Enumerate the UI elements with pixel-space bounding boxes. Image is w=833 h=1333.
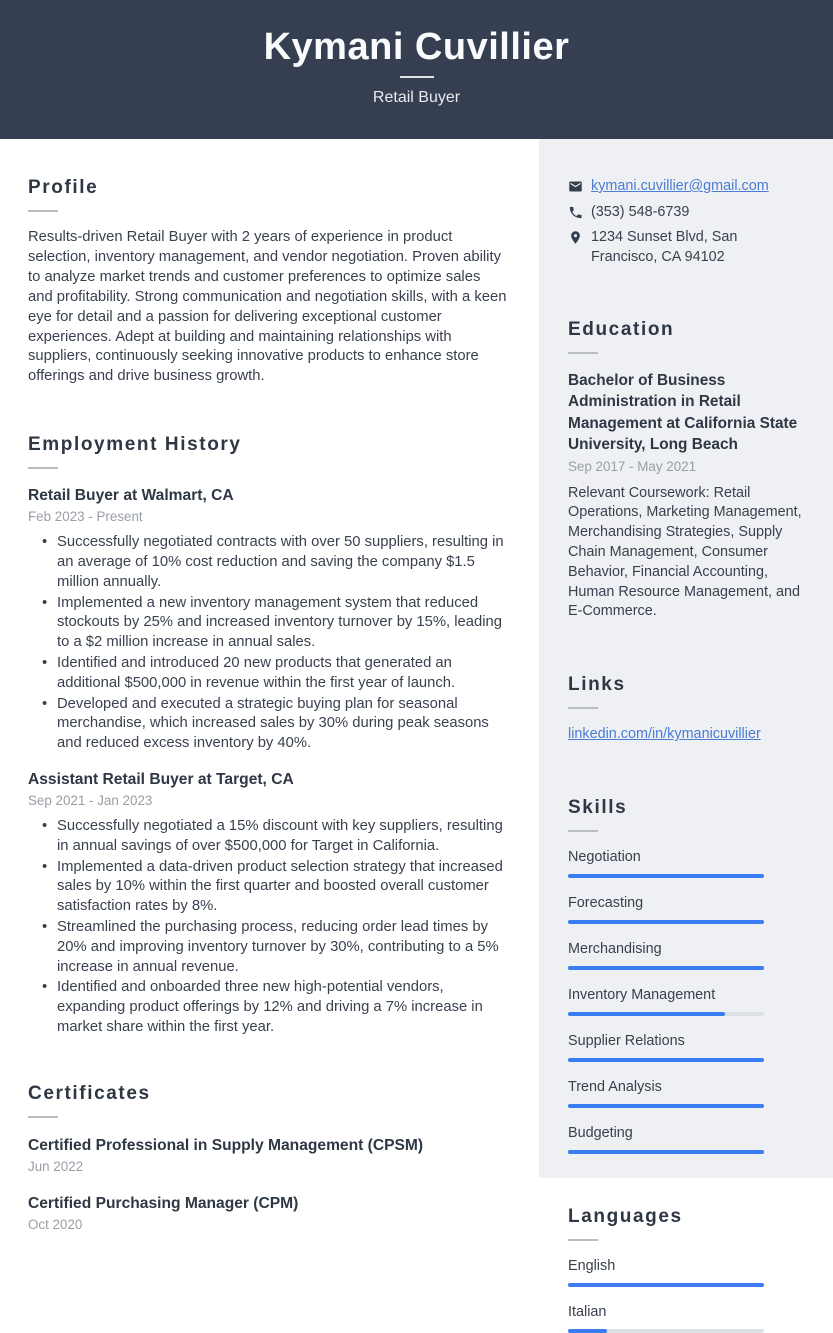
skill-bar-track [568, 1058, 764, 1062]
skill-item [568, 1032, 807, 1062]
skill-item [568, 1124, 807, 1154]
certificate-entry [28, 1135, 509, 1176]
language-label: Italian [568, 1303, 607, 1320]
skill-bar-fill [568, 920, 764, 924]
skill-bar-track [568, 1012, 764, 1016]
education-degree: Bachelor of Business Administration in Retail Management at California State University, Long Beach [568, 372, 798, 454]
skill-label: Supplier Relations [568, 1032, 685, 1049]
job-entry [28, 769, 509, 1038]
skill-item [568, 940, 807, 970]
language-label: English [568, 1257, 616, 1274]
skill-label: Negotiation [568, 848, 641, 865]
contact-phone-row [568, 203, 807, 223]
employment-heading: Employment History [28, 434, 242, 456]
heading-rule [28, 210, 58, 212]
main-column [0, 139, 539, 1232]
skill-label: Forecasting [568, 894, 644, 911]
location-pin-icon [568, 230, 583, 245]
body-columns [0, 139, 833, 1320]
name-divider [400, 76, 434, 78]
bullet-item: • Successfully negotiated a 15% discount with key suppliers, resulting in annual savings of over $500,000 for Target in California. [28, 817, 509, 857]
language-bar-track [568, 1329, 764, 1333]
heading-rule [28, 467, 58, 469]
header [0, 0, 833, 139]
language-item [568, 1303, 807, 1333]
linkedin-link[interactable]: linkedin.com/in/kymanicuvillier [568, 726, 761, 743]
address-text: 1234 Sunset Blvd, San Francisco, CA 94102 [591, 229, 738, 265]
education-dates: Sep 2017 - May 2021 [568, 458, 697, 474]
profile-text: Results-driven Retail Buyer with 2 years of experience in product selection, inventory management, and vendor negotiation. Proven ability to analyze market trends and customer preferences to optimize sales and profitability. Strong communication and negotiation skills, with a keen eye for detail and a passion for delivering exceptional customer experiences. Adept at building and maintaining relationships with suppliers, continuously seeking innovative products to enhance store offerings and drive business growth. [28, 229, 507, 385]
profile-heading: Profile [28, 177, 99, 198]
certificate-date: Jun 2022 [28, 1158, 84, 1174]
candidate-name: Kymani Cuvillier [263, 26, 570, 68]
language-bar-fill [568, 1283, 764, 1287]
skills-heading: Skills [568, 796, 628, 818]
skill-item [568, 986, 807, 1016]
language-bar-fill [568, 1329, 607, 1333]
skill-label: Merchandising [568, 940, 662, 957]
skill-label: Budgeting [568, 1124, 633, 1141]
languages-heading: Languages [568, 1205, 683, 1227]
bullet-item: • Identified and onboarded three new high-potential vendors, expanding product offerings by 12% and driving a 7% increase in market share within the first year. [28, 978, 509, 1037]
bullet-item: • Developed and executed a strategic buying plan for seasonal merchandise, which increased sales by 30% during peak seasons and reduced excess inventory by 40%. [28, 695, 509, 754]
candidate-title: Retail Buyer [372, 89, 461, 106]
bullet-item: • Implemented a data-driven product selection strategy that increased sales by 10% within the first quarter and boosted overall customer satisfaction rates by 8%. [28, 858, 509, 917]
bullet-item: • Identified and introduced 20 new products that generated an additional $500,000 in revenue within the first year of launch. [28, 654, 509, 694]
skill-label: Inventory Management [568, 986, 716, 1003]
heading-rule [568, 352, 598, 354]
contact-email-row [568, 177, 807, 197]
skill-item [568, 848, 807, 878]
job-title: Retail Buyer at Walmart, CA [28, 487, 234, 505]
bullet-item: • Streamlined the purchasing process, reducing order lead times by 20% and improving inventory turnover by 30%, contributing to a 5% increase in annual revenue. [28, 918, 509, 977]
sidebar [539, 139, 833, 1320]
skill-bar-fill [568, 1150, 764, 1154]
skill-bar-fill [568, 1012, 725, 1016]
job-bullets [28, 817, 509, 1038]
skill-bar-track [568, 874, 764, 878]
skill-bar-track [568, 920, 764, 924]
links-heading: Links [568, 674, 626, 696]
skill-bar-track [568, 966, 764, 970]
heading-rule [28, 1116, 58, 1118]
skill-bar-fill [568, 1058, 764, 1062]
phone-icon [568, 205, 583, 220]
language-item [568, 1257, 807, 1287]
contact-address-row [568, 228, 807, 267]
education-heading: Education [568, 319, 675, 340]
skill-bar-fill [568, 1104, 764, 1108]
certificate-date: Oct 2020 [28, 1216, 83, 1232]
heading-rule [568, 830, 598, 832]
job-dates: Feb 2023 - Present [28, 509, 143, 525]
email-link[interactable]: kymani.cuvillier@gmail.com [591, 178, 769, 194]
job-bullets [28, 533, 509, 754]
certificate-title: Certified Professional in Supply Management (CPSM) [28, 1136, 424, 1154]
contact-block [568, 177, 807, 267]
skill-bar-track [568, 1150, 764, 1154]
section-employment [28, 433, 509, 1038]
certificate-entry [28, 1193, 509, 1234]
skill-item [568, 1078, 807, 1108]
section-certificates [28, 1082, 509, 1234]
job-dates: Sep 2021 - Jan 2023 [28, 793, 153, 809]
certificates-heading: Certificates [28, 1082, 151, 1104]
envelope-icon [568, 179, 583, 194]
skill-bar-track [568, 1104, 764, 1108]
skill-item [568, 894, 807, 924]
certificate-title: Certified Purchasing Manager (CPM) [28, 1194, 299, 1212]
phone-number: (353) 548-6739 [591, 203, 690, 220]
language-bar-track [568, 1283, 764, 1287]
heading-rule [568, 707, 598, 709]
skill-bar-fill [568, 966, 764, 970]
heading-rule [568, 1239, 598, 1241]
job-entry [28, 485, 509, 754]
skill-bar-fill [568, 874, 764, 878]
bullet-item: • Successfully negotiated contracts with over 50 suppliers, resulting in an average of 10% cost reduction and saving the company $1.5 million annually. [28, 533, 509, 592]
section-profile [28, 176, 509, 387]
bullet-item: • Implemented a new inventory management system that reduced stockouts by 25% and increased inventory turnover by 15%, leading to a $2 million increase in annual sales. [28, 594, 509, 653]
education-coursework: Relevant Coursework: Retail Operations, Marketing Management, Merchandising Strategies, Supply Chain Management, Consumer Behavior, Financial Accounting, Human Resource Management, and E-Commerce. [568, 484, 802, 620]
skill-label: Trend Analysis [568, 1078, 662, 1095]
job-title: Assistant Retail Buyer at Target, CA [28, 771, 294, 789]
